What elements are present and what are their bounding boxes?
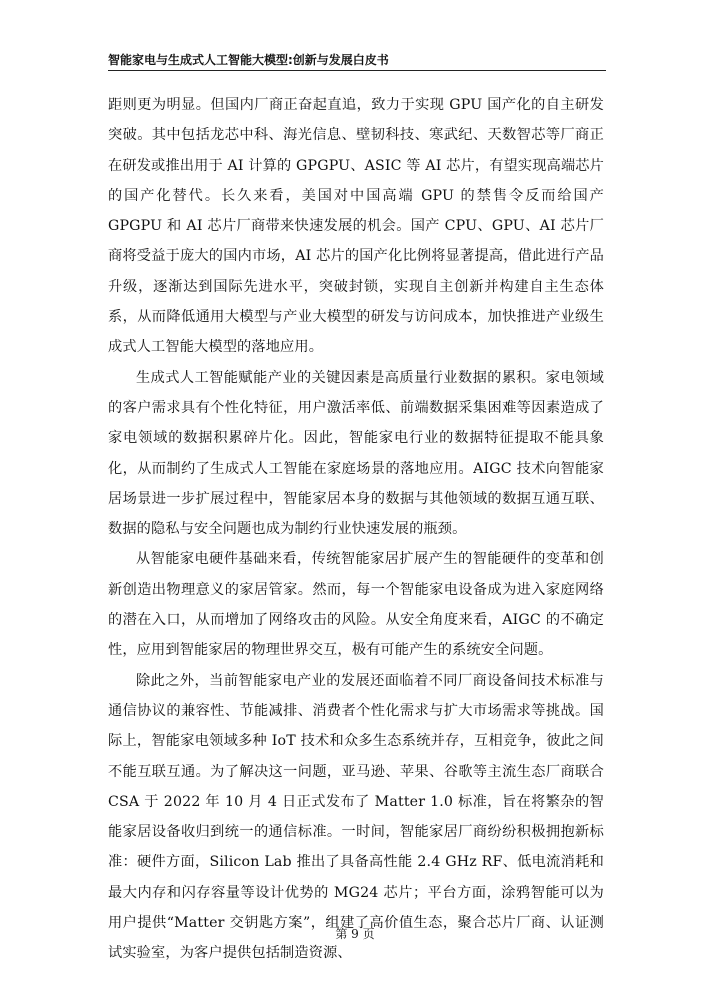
paragraph-hardware-security: 从智能家电硬件基础来看，传统智能家居扩展产生的智能硬件的变革和创新创造出物理意义的家居管家。然而，每一个智能家电设备成为进入家庭网络的潜在入口，从而增加了网络攻击的风险。从安全角度来看，AIGC 的不确定性，应用到智能家居的物理世界交互，极有可能产生的系统安全问题。 bbox=[108, 551, 604, 659]
paragraph-standards-matter: 除此之外，当前智能家电产业的发展还面临着不同厂商设备间技术标准与通信协议的兼容性、节能减排、消费者个性化需求与扩大市场需求等挑战。国际上，智能家电领域多种 IoT 技术和众多生态系统并存，互相竞争，彼此之间不能互联互通。为了解决这一问题，亚马逊、苹果、谷歌等主流生态厂商联合 CSA 于 2022 年 10 月 4 日正式发布了 Matter 1.0 标准，旨在将繁杂的智能家居设备收归到统一的通信标准。一时间，智能家居厂商纷纷积极拥抱新标准：硬件方面，Silicon Lab 推出了具备高性能 2.4 GHz RF、低电流消耗和最大内存和闪存容量等设计优势的 MG24 芯片；平台方面，涂鸦智能可以为用户提供“Matter 交钥匙方案”，组建了高价值生态，聚合芯片厂商、认证测试实验室，为客户提供包括制造资源、 bbox=[108, 672, 604, 962]
paragraph-gpu-localization: 距则更为明显。但国内厂商正奋起直追，致力于实现 GPU 国产化的自主研发突破。其中包括龙芯中科、海光信息、壁韧科技、寒武纪、天数智芯等厂商正在研发或推出用于 AI 计算的 GPGPU、ASIC 等 AI 芯片，有望实现高端芯片的国产化替代。长久来看，美国对中国高端 GPU 的禁售令反而给国产 GPGPU 和 AI 芯片厂商带来快速发展的机会。国产 CPU、GPU、AI 芯片厂商将受益于庞大的国内市场，AI 芯片的国产化比例将显著提高，借此进行产品升级，逐渐达到国际先进水平，突破封锁，实现自主创新并构建自主生态体系，从而降低通用大模型与产业大模型的研发与访问成本，加快推进产业级生成式人工智能大模型的落地应用。 bbox=[108, 97, 604, 356]
header-divider bbox=[108, 70, 606, 71]
page-number: 第 9 页 bbox=[335, 927, 375, 941]
paragraph-industry-data: 生成式人工智能赋能产业的关键因素是高质量行业数据的累积。家电领域的客户需求具有个性化特征，用户激活率低、前端数据采集困难等因素造成了家电领域的数据积累碎片化。因此，智能家电行业的数据特征提取不能具象化，从而制约了生成式人工智能在家庭场景的落地应用。AIGC 技术向智能家居场景进一步扩展过程中，智能家居本身的数据与其他领域的数据互通互联、数据的隐私与安全问题也成为制约行业快速发展的瓶颈。 bbox=[108, 369, 604, 538]
running-header bbox=[108, 52, 606, 72]
main-body-text bbox=[108, 90, 604, 969]
header-title: 智能家电与生成式人工智能大模型:创新与发展白皮书 bbox=[108, 53, 389, 67]
